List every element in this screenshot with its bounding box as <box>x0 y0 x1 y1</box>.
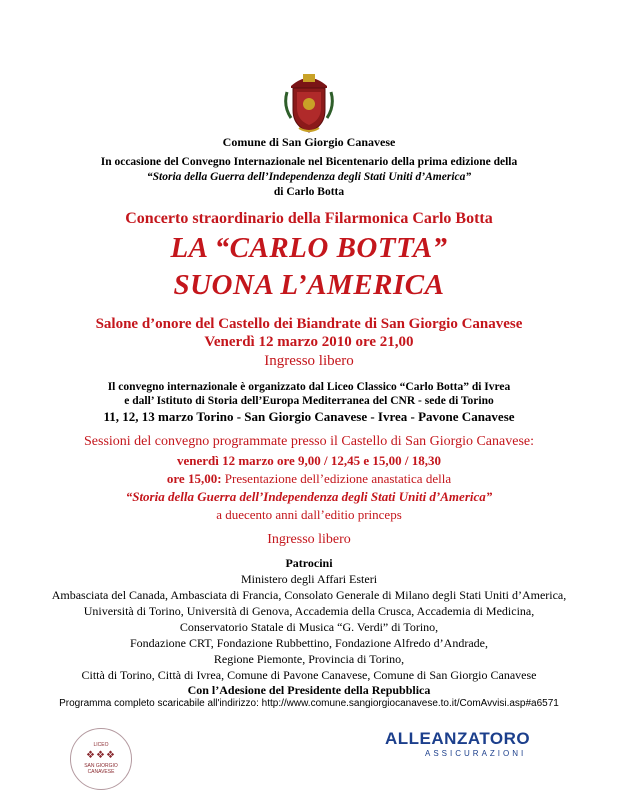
concert-title-line2: SUONA L’AMERICA <box>173 269 445 301</box>
seal-name-line2: CANAVESE <box>87 769 115 775</box>
sponsor-brand: ALLEANZATORO <box>385 729 531 748</box>
sessions-times: venerdì 12 marzo ore 9,00 / 12,45 e 15,00 / 18,30 <box>176 453 442 468</box>
programma-link[interactable]: Programma completo scaricabile all'indirizzo: http://www.comune.sangiorgiocanavese.to.it/ComAvvisi.asp#a6571 <box>59 698 559 709</box>
convegno-line2: e dall’ Istituto di Storia dell’Europa Mediterranea del CNR - sede di Torino <box>124 395 494 407</box>
convegno-line1: Il convegno internazionale è organizzato dal Liceo Classico “Carlo Botta” di Ivrea <box>107 381 511 393</box>
liceo-seal-logo <box>70 728 132 790</box>
sponsor-sub: ASSICURAZIONI <box>425 749 527 758</box>
patrocini-line: Conservatorio Statale di Musica “G. Verdi” di Torino, <box>179 620 439 634</box>
patrocini-line: Fondazione CRT, Fondazione Rubbettino, Fondazione Alfredo d’Andrade, <box>130 636 488 650</box>
alleanza-toro-logo <box>385 729 550 758</box>
presentation-time: ore 15,00: <box>166 471 222 486</box>
patrocini-line: Regione Piemonte, Provincia di Torino, <box>213 652 405 666</box>
seal-top-text: LICEO <box>93 742 109 748</box>
patrocini-line: Città di Torino, Città di Ivrea, Comune di Pavone Canavese, Comune di San Giorgio Canavese <box>81 668 537 682</box>
sessions-intro: Sessioni del convegno programmate presso il Castello di San Giorgio Canavese: <box>84 434 534 449</box>
sessions-book-title: “Storia della Guerra dell’Independenza degli Stati Uniti d’America” <box>125 489 493 504</box>
concert-title-line1: LA “CARLO BOTTA” <box>170 232 448 264</box>
patrocini-line: Ministero degli Affari Esteri <box>240 572 378 586</box>
seal-name <box>71 763 131 775</box>
concert-venue: Salone d’onore del Castello dei Biandrate di San Giorgio Canavese <box>95 316 523 332</box>
adesione-line: Con l’Adesione del Presidente della Repubblica <box>187 683 431 697</box>
patrocini-line: Università di Torino, Università di Genova, Accademia della Crusca, Accademia di Medicina, <box>83 604 535 618</box>
seal-name-line1: SAN GIORGIO <box>84 763 118 769</box>
patrocini-line: Ambasciata del Canada, Ambasciata di Francia, Consolato Generale di Milano degli Stati Uniti d’America, <box>51 588 567 602</box>
sessions-anniversary: a duecento anni dall’editio princeps <box>216 507 402 522</box>
sessions-presentation <box>0 471 618 487</box>
concert-datetime: Venerdì 12 marzo 2010 ore 21,00 <box>204 334 414 350</box>
sessions-entry: Ingresso libero <box>267 532 351 547</box>
concert-subtitle: Concerto straordinario della Filarmonica Carlo Botta <box>125 210 493 227</box>
convegno-line3: 11, 12, 13 marzo Torino - San Giorgio Canavese - Ivrea - Pavone Canavese <box>103 409 515 424</box>
intro-book-title: “Storia della Guerra dell’Independenza degli Stati Uniti d’America” <box>146 171 472 183</box>
patrocini-heading: Patrocini <box>285 556 333 570</box>
coat-of-arms-icon <box>283 70 335 134</box>
presentation-text: Presentazione dell’edizione anastatica della <box>221 471 452 486</box>
comune-heading: Comune di San Giorgio Canavese <box>222 135 396 149</box>
intro-line: In occasione del Convegno Internazionale nel Bicentenario della prima edizione della <box>100 156 518 168</box>
intro-author: di Carlo Botta <box>273 186 345 198</box>
concert-entry: Ingresso libero <box>264 353 354 369</box>
seal-emblem-icon: ❖❖❖ <box>86 750 116 761</box>
